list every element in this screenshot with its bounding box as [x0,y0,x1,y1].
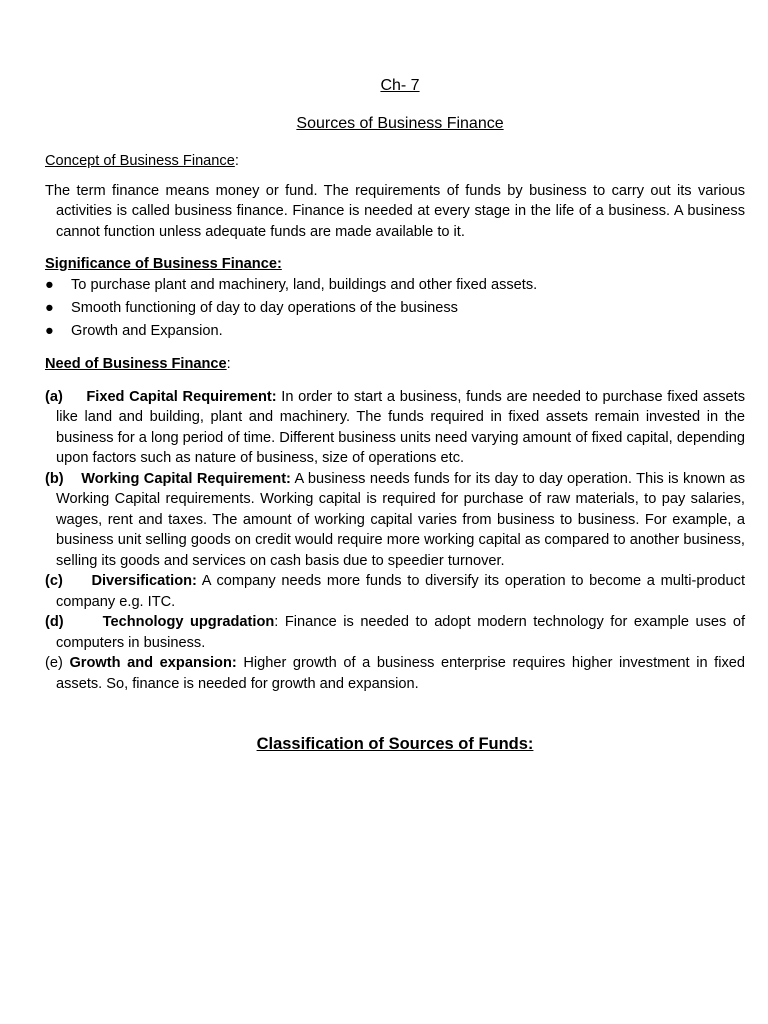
need-item-text: : Finance is needed to adopt modern technology for example uses of computers in business. [56,614,745,651]
bullet-icon: ● [45,299,54,316]
need-section [45,354,745,694]
concept-paragraph: The term finance means money or fund. The requirements of funds by business to carry out its various activities is called business finance. Finance is needed at every stage in the life of a business. A business cannot function unless adequate funds are made available to it. [45,182,745,240]
need-item-growth [45,653,745,694]
concept-heading-text: Concept of Business Finance [45,153,235,169]
list-item-text: Smooth functioning of day to day operations of the business [71,299,458,316]
need-item-text: In order to start a business, funds are needed to purchase fixed assets like land and building, plant and machinery. The funds required in fixed assets remain invested in the business for a long period of time. Different business units need varying amount of fixed capital, depending upon factors such as nature of business, size of operations etc. [56,388,745,466]
need-heading-suffix: : [226,356,231,372]
concept-heading [45,151,745,172]
bullet-icon: ● [45,322,54,339]
classification-heading: Classification of Sources of Funds: [256,735,534,753]
significance-section [45,254,745,344]
significance-list [45,275,745,342]
need-item-label: (b) [45,470,64,487]
bullet-icon: ● [45,276,54,293]
need-item-keyword: Growth and expansion: [69,655,237,671]
page-title: Sources of Business Finance [296,115,504,132]
need-item-technology [45,612,745,653]
concept-section [45,151,745,242]
need-item-label: (a) [45,388,63,405]
list-item [45,275,745,296]
list-item [45,298,745,319]
need-item-text: A business needs funds for its day to day operation. This is known as Working Capital requirements. Working capital is required for purchase of raw materials, to pay salaries, wages, rent and taxes. The amount of working capital varies from business to business. For example, a business unit selling goods on credit would require more working capital as compared to another business, selling its goods and services on cash basis due to speedier turnover. [56,470,746,569]
need-item-diversification [45,571,745,612]
need-list [45,387,745,695]
need-item-fixed-capital [45,387,745,469]
significance-heading [45,254,745,275]
list-item [45,321,745,342]
need-item-keyword: Fixed Capital Requirement: [86,388,277,405]
list-item-text: To purchase plant and machinery, land, buildings and other fixed assets. [71,276,538,293]
need-item-keyword: Working Capital Requirement: [81,470,291,487]
need-item-label: (c) [45,573,63,589]
need-item-working-capital [45,469,745,572]
list-item-text: Growth and Expansion. [71,322,223,339]
chapter-number: Ch- 7 [380,77,420,94]
need-item-text: Higher growth of a business enterprise requires higher investment in fixed assets. So, finance is needed for growth and expansion. [56,655,745,692]
need-heading-text: Need of Business Finance [45,356,227,372]
need-item-keyword: Diversification: [91,573,197,589]
need-heading [45,354,745,375]
need-item-text: A company needs more funds to diversify its operation to become a multi-product company e.g. ITC. [56,573,745,610]
need-item-label: (e) [45,655,63,671]
concept-heading-suffix: : [234,153,239,169]
significance-heading-text: Significance of Business Finance: [45,256,282,272]
need-item-keyword: Technology upgradation [102,614,275,630]
need-item-label: (d) [45,614,64,630]
